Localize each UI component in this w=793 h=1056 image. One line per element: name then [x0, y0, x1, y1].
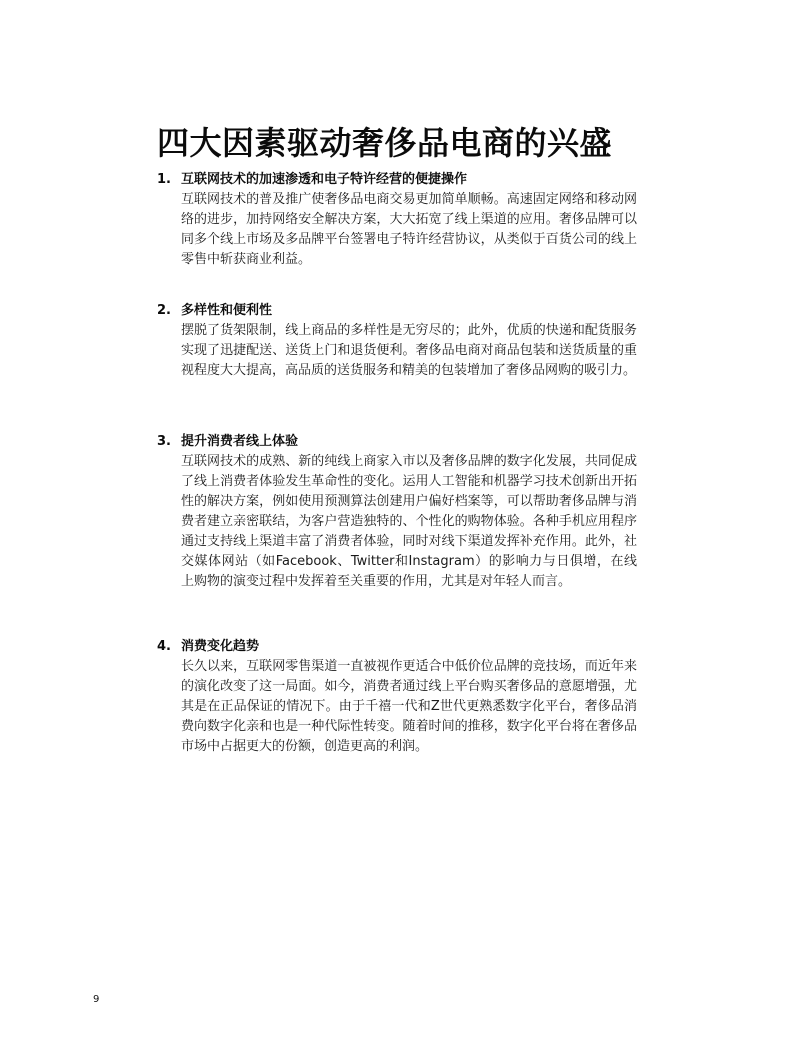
section-4: [157, 637, 637, 757]
section-heading: [157, 301, 637, 321]
page-number: 9: [93, 994, 100, 1005]
section-body: 互联网技术的成熟、新的纯线上商家入市以及奢侈品牌的数字化发展，共同促成了线上消费者体验发生革命性的变化。运用人工智能和机器学习技术创新出开拓性的解决方案，例如使用预测算法创建用户偏好档案等，可以帮助奢侈品牌与消费者建立亲密联结，为客户营造独特的、个性化的购物体验。各种手机应用程序通过支持线上渠道丰富了消费者体验，同时对线下渠道发挥补充作用。此外，社交媒体网站（如Facebook、Twitter和Instagram）的影响力与日俱增，在线上购物的演变过程中发挥着至关重要的作用，尤其是对年轻人而言。: [181, 454, 637, 589]
section-2: [157, 301, 637, 381]
section-title: 提升消费者线上体验: [181, 434, 299, 449]
section-1: [157, 170, 637, 270]
section-title: 互联网技术的加速渗透和电子特许经营的便捷操作: [181, 172, 468, 187]
section-body: 摆脱了货架限制，线上商品的多样性是无穷尽的；此外，优质的快递和配货服务实现了迅捷配送、送货上门和退货便利。奢侈品电商对商品包装和送货质量的重视程度大大提高，高品质的送货服务和精美的包装增加了奢侈品网购的吸引力。: [181, 323, 637, 378]
section-number: 2.: [157, 303, 171, 318]
section-3: [157, 432, 637, 592]
page-title: 四大因素驱动奢侈品电商的兴盛: [157, 124, 613, 163]
section-title: 多样性和便利性: [181, 303, 273, 318]
section-number: 3.: [157, 434, 171, 449]
section-title: 消费变化趋势: [181, 639, 260, 654]
section-number: 1.: [157, 172, 171, 187]
section-heading: [157, 432, 637, 452]
section-heading: [157, 637, 637, 657]
section-body: 互联网技术的普及推广使奢侈品电商交易更加简单顺畅。高速固定网络和移动网络的进步，加持网络安全解决方案，大大拓宽了线上渠道的应用。奢侈品牌可以同多个线上市场及多品牌平台签署电子特许经营协议，从类似于百货公司的线上零售中斩获商业利益。: [181, 192, 637, 267]
section-number: 4.: [157, 639, 171, 654]
section-heading: [157, 170, 637, 190]
section-body: 长久以来，互联网零售渠道一直被视作更适合中低价位品牌的竞技场，而近年来的演化改变了这一局面。如今，消费者通过线上平台购买奢侈品的意愿增强，尤其是在正品保证的情况下。由于千禧一代和Z世代更熟悉数字化平台，奢侈品消费向数字化亲和也是一种代际性转变。随着时间的推移，数字化平台将在奢侈品市场中占据更大的份额，创造更高的利润。: [181, 659, 637, 754]
